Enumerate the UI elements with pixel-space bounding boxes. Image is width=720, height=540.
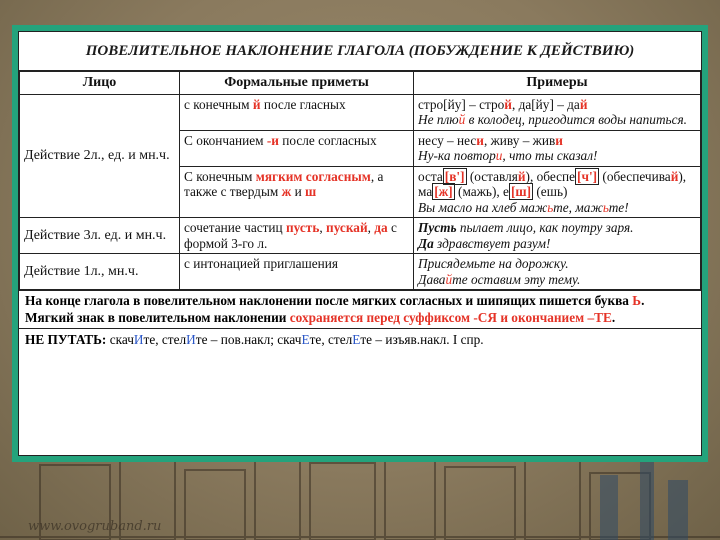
table-row (20, 94, 701, 130)
example-cell: Присядемьте на дорожку. Давайте оставим эту тему. (414, 254, 701, 290)
person-2nd: Действие 2л., ед. и мн.ч. (20, 94, 180, 218)
table-row (20, 218, 701, 254)
sign-cell: с конечным й после гласных (180, 94, 414, 130)
example-cell: несу – неси, живу – живи Ну-ка повтори, что ты сказал! (414, 130, 701, 166)
rules-table (19, 71, 701, 290)
sign-cell: С конечным мягким согласным, а также с твердым ж и ш (180, 166, 414, 218)
person-3rd: Действие 3л. ед. и мн.ч. (20, 218, 180, 254)
rule-sheet (18, 31, 702, 456)
person-1st: Действие 1л., мн.ч. (20, 254, 180, 290)
rule-note: На конце глагола в повелительном наклонении после мягких согласных и шипящих пишется буква Ь. Мягкий знак в повелительном наклонении сохраняется перед суффиксом -СЯ и окончанием –ТЕ. (19, 290, 701, 328)
page-title: ПОВЕЛИТЕЛЬНОЕ НАКЛОНЕНИЕ ГЛАГОЛА (ПОБУЖДЕНИЕ К ДЕЙСТВИЮ) (19, 32, 701, 71)
example-cell: Пусть пылает лицо, как поутру заря. Да здравствует разум! (414, 218, 701, 254)
watermark-text: www.ovogruband.ru (28, 519, 162, 534)
sign-cell: С окончанием -и после согласных (180, 130, 414, 166)
do-not-confuse-note: НЕ ПУТАТЬ: скачИте, стелИте – пов.накл; скачЕте, стелЕте – изъяв.накл. I спр. (19, 328, 701, 351)
header-signs: Формальные приметы (180, 72, 414, 95)
header-person: Лицо (20, 72, 180, 95)
header-examples: Примеры (414, 72, 701, 95)
table-header-row (20, 72, 701, 95)
example-cell: стро[йу] – строй, да[йу] – дай Не плюй в колодец, пригодится воды напиться. (414, 94, 701, 130)
green-frame (12, 25, 708, 462)
sign-cell: с интонацией приглашения (180, 254, 414, 290)
sign-cell: сочетание частиц пусть, пускай, да с формой 3-го л. (180, 218, 414, 254)
example-cell: оста [в'] (оставляй), обеспе [ч'] (обеспечивай), ма [ж] (мажь), е [ш] (ешь) Вы масло на хлеб мажьте, мажьте! (414, 166, 701, 218)
table-row (20, 254, 701, 290)
